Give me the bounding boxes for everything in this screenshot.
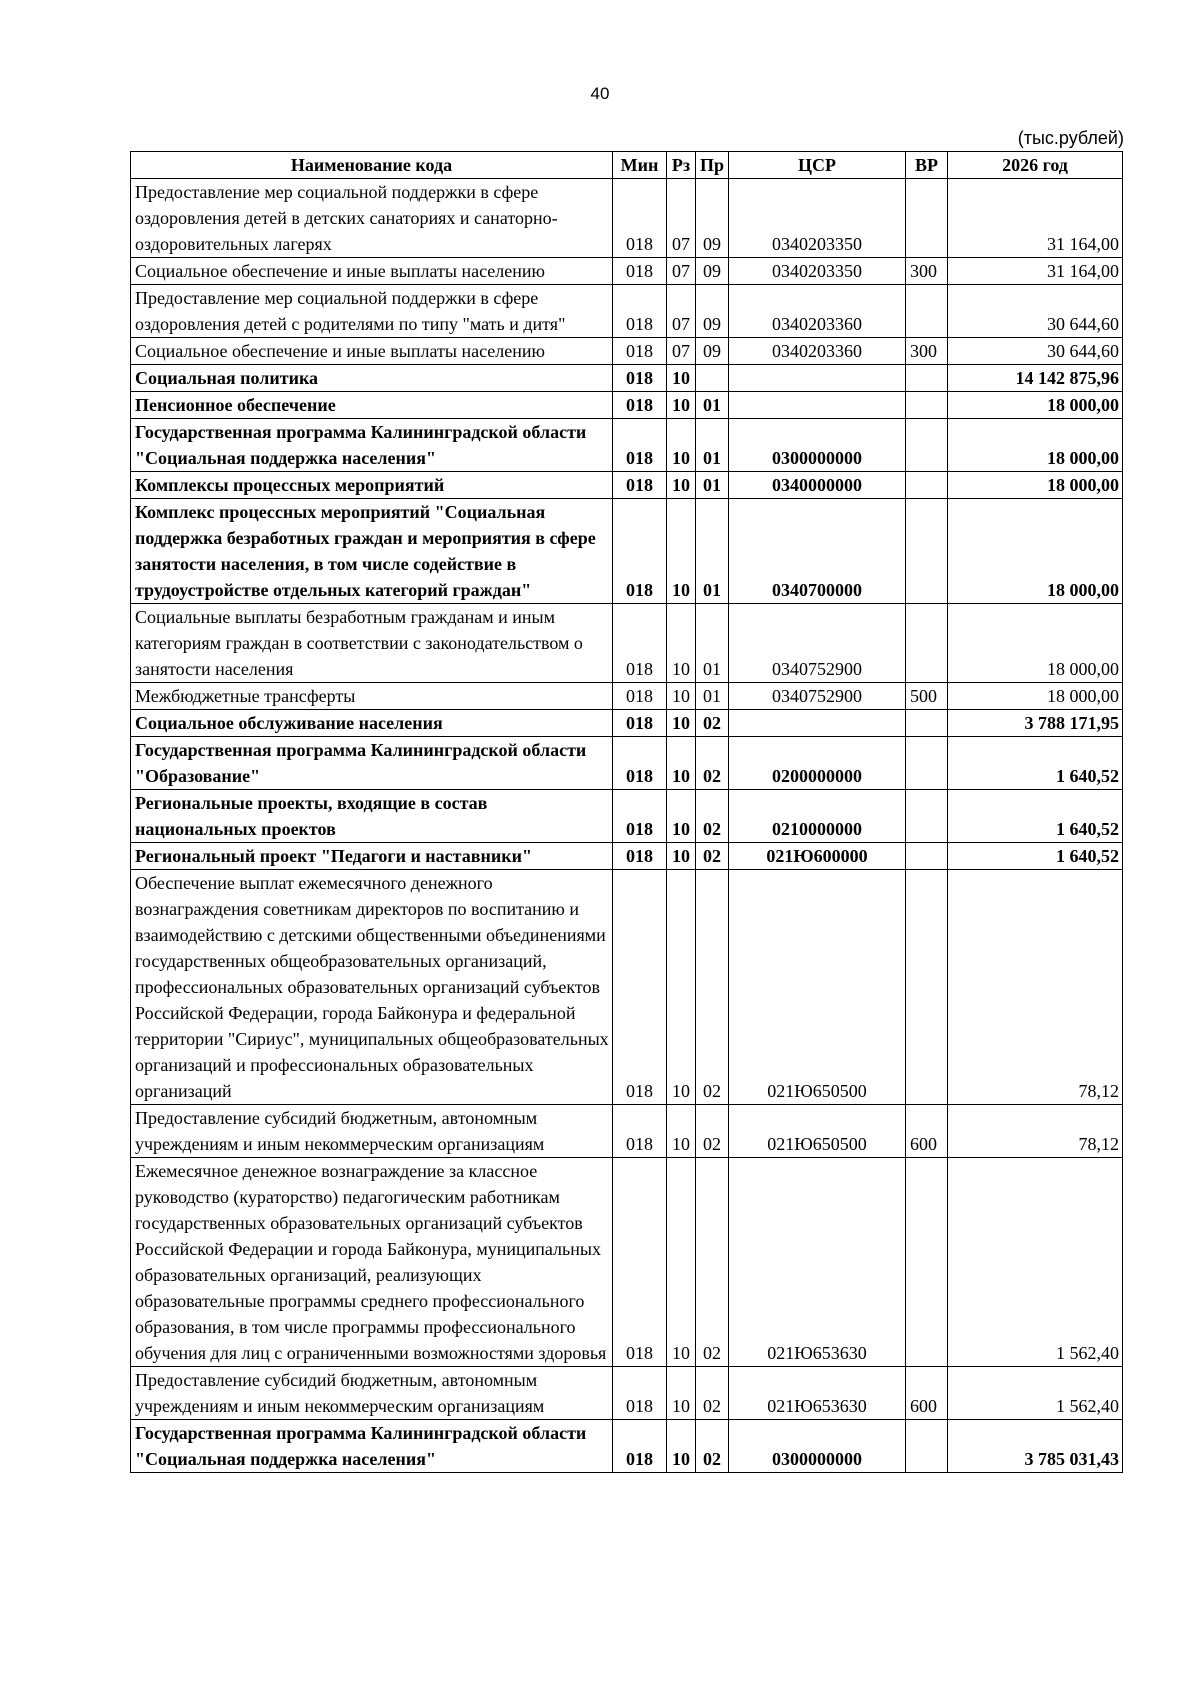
row-amount-cell: 1 640,52 <box>948 843 1123 870</box>
row-vr-cell <box>906 472 948 499</box>
table-row <box>131 499 1123 604</box>
row-vr-cell <box>906 419 948 472</box>
row-amount-cell: 1 562,40 <box>948 1367 1123 1420</box>
row-csr-cell: 0340700000 <box>729 499 906 604</box>
row-name-cell: Предоставление мер социальной поддержки в сфере оздоровления детей с родителями по типу "мать и дитя" <box>131 285 613 338</box>
row-vr-cell: 500 <box>906 683 948 710</box>
table-row <box>131 419 1123 472</box>
row-amount-cell: 31 164,00 <box>948 258 1123 285</box>
table-row <box>131 285 1123 338</box>
row-rz-cell: 10 <box>667 737 696 790</box>
row-csr-cell: 021Ю600000 <box>729 843 906 870</box>
row-csr-cell: 021Ю653630 <box>729 1367 906 1420</box>
row-rz-cell: 07 <box>667 179 696 258</box>
table-row <box>131 338 1123 365</box>
row-name-cell: Государственная программа Калининградской области "Социальная поддержка населения" <box>131 1420 613 1473</box>
row-min-cell: 018 <box>613 258 667 285</box>
row-pr-cell: 02 <box>696 1420 729 1473</box>
row-amount-cell: 18 000,00 <box>948 604 1123 683</box>
row-name-cell: Межбюджетные трансферты <box>131 683 613 710</box>
row-rz-cell: 07 <box>667 285 696 338</box>
row-amount-cell: 31 164,00 <box>948 179 1123 258</box>
row-min-cell: 018 <box>613 710 667 737</box>
row-rz-cell: 10 <box>667 392 696 419</box>
row-min-cell: 018 <box>613 179 667 258</box>
row-pr-cell: 02 <box>696 1367 729 1420</box>
row-amount-cell: 18 000,00 <box>948 499 1123 604</box>
row-name-cell: Социальное обеспечение и иные выплаты населению <box>131 338 613 365</box>
row-rz-cell: 10 <box>667 1105 696 1158</box>
row-rz-cell: 10 <box>667 843 696 870</box>
row-csr-cell: 0340203350 <box>729 179 906 258</box>
row-vr-cell <box>906 365 948 392</box>
row-min-cell: 018 <box>613 285 667 338</box>
row-vr-cell: 300 <box>906 338 948 365</box>
row-pr-cell <box>696 365 729 392</box>
row-name-cell: Социальные выплаты безработным гражданам и иным категориям граждан в соответствии с законодательством о занятости населения <box>131 604 613 683</box>
table-row <box>131 737 1123 790</box>
row-csr-cell <box>729 365 906 392</box>
row-amount-cell: 18 000,00 <box>948 392 1123 419</box>
row-amount-cell: 78,12 <box>948 870 1123 1105</box>
table-row <box>131 843 1123 870</box>
row-csr-cell: 021Ю650500 <box>729 870 906 1105</box>
row-name-cell: Обеспечение выплат ежемесячного денежного вознаграждения советникам директоров по воспитанию и взаимодействию с детскими общественными объединениями государственных общеобразовательных организаций, профессиональных образовательных организаций субъектов Российской Федерации, города Байконура и федеральной территории "Сириус", муниципальных общеобразовательных организаций и профессиональных образовательных организаций <box>131 870 613 1105</box>
header-name: Наименование кода <box>131 152 613 179</box>
row-rz-cell: 10 <box>667 683 696 710</box>
table-row <box>131 258 1123 285</box>
row-rz-cell: 10 <box>667 604 696 683</box>
row-name-cell: Социальное обеспечение и иные выплаты населению <box>131 258 613 285</box>
budget-table <box>130 151 1123 1473</box>
row-pr-cell: 01 <box>696 499 729 604</box>
row-pr-cell: 09 <box>696 258 729 285</box>
row-csr-cell: 021Ю650500 <box>729 1105 906 1158</box>
table-row <box>131 392 1123 419</box>
row-rz-cell: 10 <box>667 1367 696 1420</box>
row-amount-cell: 3 785 031,43 <box>948 1420 1123 1473</box>
table-row <box>131 1158 1123 1367</box>
row-vr-cell <box>906 710 948 737</box>
row-min-cell: 018 <box>613 737 667 790</box>
row-min-cell: 018 <box>613 604 667 683</box>
row-name-cell: Региональные проекты, входящие в состав национальных проектов <box>131 790 613 843</box>
row-min-cell: 018 <box>613 843 667 870</box>
row-rz-cell: 10 <box>667 472 696 499</box>
row-rz-cell: 07 <box>667 338 696 365</box>
row-min-cell: 018 <box>613 419 667 472</box>
row-name-cell: Комплекс процессных мероприятий "Социальная поддержка безработных граждан и мероприятия в сфере занятости населения, в том числе содействие в трудоустройстве отдельных категорий граждан" <box>131 499 613 604</box>
header-csr: ЦСР <box>729 152 906 179</box>
row-pr-cell: 02 <box>696 790 729 843</box>
row-vr-cell <box>906 285 948 338</box>
row-vr-cell <box>906 392 948 419</box>
row-pr-cell: 02 <box>696 737 729 790</box>
row-name-cell: Предоставление мер социальной поддержки в сфере оздоровления детей в детских санаториях и санаторно-оздоровительных лагерях <box>131 179 613 258</box>
row-csr-cell: 0300000000 <box>729 1420 906 1473</box>
row-vr-cell <box>906 1420 948 1473</box>
row-csr-cell: 0340203350 <box>729 258 906 285</box>
row-csr-cell: 021Ю653630 <box>729 1158 906 1367</box>
table-row <box>131 683 1123 710</box>
table-row <box>131 1367 1123 1420</box>
row-csr-cell: 0340203360 <box>729 285 906 338</box>
row-rz-cell: 10 <box>667 870 696 1105</box>
row-vr-cell: 600 <box>906 1367 948 1420</box>
row-rz-cell: 10 <box>667 1420 696 1473</box>
table-row <box>131 710 1123 737</box>
row-vr-cell <box>906 499 948 604</box>
row-pr-cell: 01 <box>696 419 729 472</box>
row-name-cell: Предоставление субсидий бюджетным, автономным учреждениям и иным некоммерческим организациям <box>131 1367 613 1420</box>
row-pr-cell: 01 <box>696 472 729 499</box>
row-pr-cell: 01 <box>696 604 729 683</box>
row-name-cell: Комплексы процессных мероприятий <box>131 472 613 499</box>
header-rz: Рз <box>667 152 696 179</box>
row-min-cell: 018 <box>613 472 667 499</box>
table-row <box>131 870 1123 1105</box>
row-min-cell: 018 <box>613 790 667 843</box>
row-vr-cell <box>906 790 948 843</box>
row-amount-cell: 3 788 171,95 <box>948 710 1123 737</box>
row-name-cell: Предоставление субсидий бюджетным, автономным учреждениям и иным некоммерческим организациям <box>131 1105 613 1158</box>
row-name-cell: Социальное обслуживание населения <box>131 710 613 737</box>
row-rz-cell: 10 <box>667 419 696 472</box>
row-csr-cell <box>729 392 906 419</box>
row-amount-cell: 30 644,60 <box>948 338 1123 365</box>
row-pr-cell: 09 <box>696 338 729 365</box>
row-amount-cell: 18 000,00 <box>948 419 1123 472</box>
table-row <box>131 1105 1123 1158</box>
row-rz-cell: 10 <box>667 1158 696 1367</box>
table-row <box>131 365 1123 392</box>
header-min: Мин <box>613 152 667 179</box>
units-label: (тыс.рублей) <box>1017 128 1124 148</box>
header-year: 2026 год <box>948 152 1123 179</box>
row-csr-cell: 0210000000 <box>729 790 906 843</box>
row-min-cell: 018 <box>613 1420 667 1473</box>
row-pr-cell: 02 <box>696 843 729 870</box>
row-csr-cell <box>729 710 906 737</box>
row-min-cell: 018 <box>613 1105 667 1158</box>
row-pr-cell: 02 <box>696 1105 729 1158</box>
row-vr-cell: 300 <box>906 258 948 285</box>
row-name-cell: Социальная политика <box>131 365 613 392</box>
row-vr-cell: 600 <box>906 1105 948 1158</box>
table-row <box>131 472 1123 499</box>
row-min-cell: 018 <box>613 1158 667 1367</box>
row-rz-cell: 10 <box>667 790 696 843</box>
row-pr-cell: 09 <box>696 285 729 338</box>
row-amount-cell: 18 000,00 <box>948 683 1123 710</box>
row-amount-cell: 14 142 875,96 <box>948 365 1123 392</box>
row-csr-cell: 0340000000 <box>729 472 906 499</box>
row-pr-cell: 02 <box>696 710 729 737</box>
row-pr-cell: 02 <box>696 1158 729 1367</box>
row-vr-cell <box>906 737 948 790</box>
row-name-cell: Ежемесячное денежное вознаграждение за классное руководство (кураторство) педагогическим работникам государственных образовательных организаций субъектов Российской Федерации и города Байконура, муниципальных образовательных организаций, реализующих образовательные программы среднего профессионального образования, в том числе программы профессионального обучения для лиц с ограниченными возможностями здоровья <box>131 1158 613 1367</box>
row-min-cell: 018 <box>613 1367 667 1420</box>
row-min-cell: 018 <box>613 392 667 419</box>
row-amount-cell: 18 000,00 <box>948 472 1123 499</box>
row-csr-cell: 0340752900 <box>729 604 906 683</box>
row-pr-cell: 02 <box>696 870 729 1105</box>
table-row <box>131 1420 1123 1473</box>
row-vr-cell <box>906 179 948 258</box>
row-name-cell: Государственная программа Калининградской области "Образование" <box>131 737 613 790</box>
header-vr: ВР <box>906 152 948 179</box>
table-body <box>131 179 1123 1473</box>
page-number: 40 <box>590 84 610 103</box>
row-name-cell: Пенсионное обеспечение <box>131 392 613 419</box>
row-min-cell: 018 <box>613 683 667 710</box>
row-vr-cell <box>906 604 948 683</box>
table-row <box>131 604 1123 683</box>
row-name-cell: Региональный проект "Педагоги и наставники" <box>131 843 613 870</box>
row-csr-cell: 0340203360 <box>729 338 906 365</box>
row-amount-cell: 30 644,60 <box>948 285 1123 338</box>
row-min-cell: 018 <box>613 870 667 1105</box>
row-pr-cell: 09 <box>696 179 729 258</box>
row-pr-cell: 01 <box>696 392 729 419</box>
row-rz-cell: 10 <box>667 710 696 737</box>
row-pr-cell: 01 <box>696 683 729 710</box>
row-csr-cell: 0200000000 <box>729 737 906 790</box>
row-min-cell: 018 <box>613 499 667 604</box>
row-rz-cell: 10 <box>667 365 696 392</box>
row-amount-cell: 1 640,52 <box>948 790 1123 843</box>
table-header-row <box>131 152 1123 179</box>
row-csr-cell: 0300000000 <box>729 419 906 472</box>
row-vr-cell <box>906 1158 948 1367</box>
row-amount-cell: 78,12 <box>948 1105 1123 1158</box>
row-csr-cell: 0340752900 <box>729 683 906 710</box>
row-min-cell: 018 <box>613 365 667 392</box>
row-min-cell: 018 <box>613 338 667 365</box>
header-pr: Пр <box>696 152 729 179</box>
table-row <box>131 179 1123 258</box>
row-rz-cell: 07 <box>667 258 696 285</box>
row-vr-cell <box>906 870 948 1105</box>
row-vr-cell <box>906 843 948 870</box>
table-row <box>131 790 1123 843</box>
row-amount-cell: 1 562,40 <box>948 1158 1123 1367</box>
row-rz-cell: 10 <box>667 499 696 604</box>
row-name-cell: Государственная программа Калининградской области "Социальная поддержка населения" <box>131 419 613 472</box>
row-amount-cell: 1 640,52 <box>948 737 1123 790</box>
